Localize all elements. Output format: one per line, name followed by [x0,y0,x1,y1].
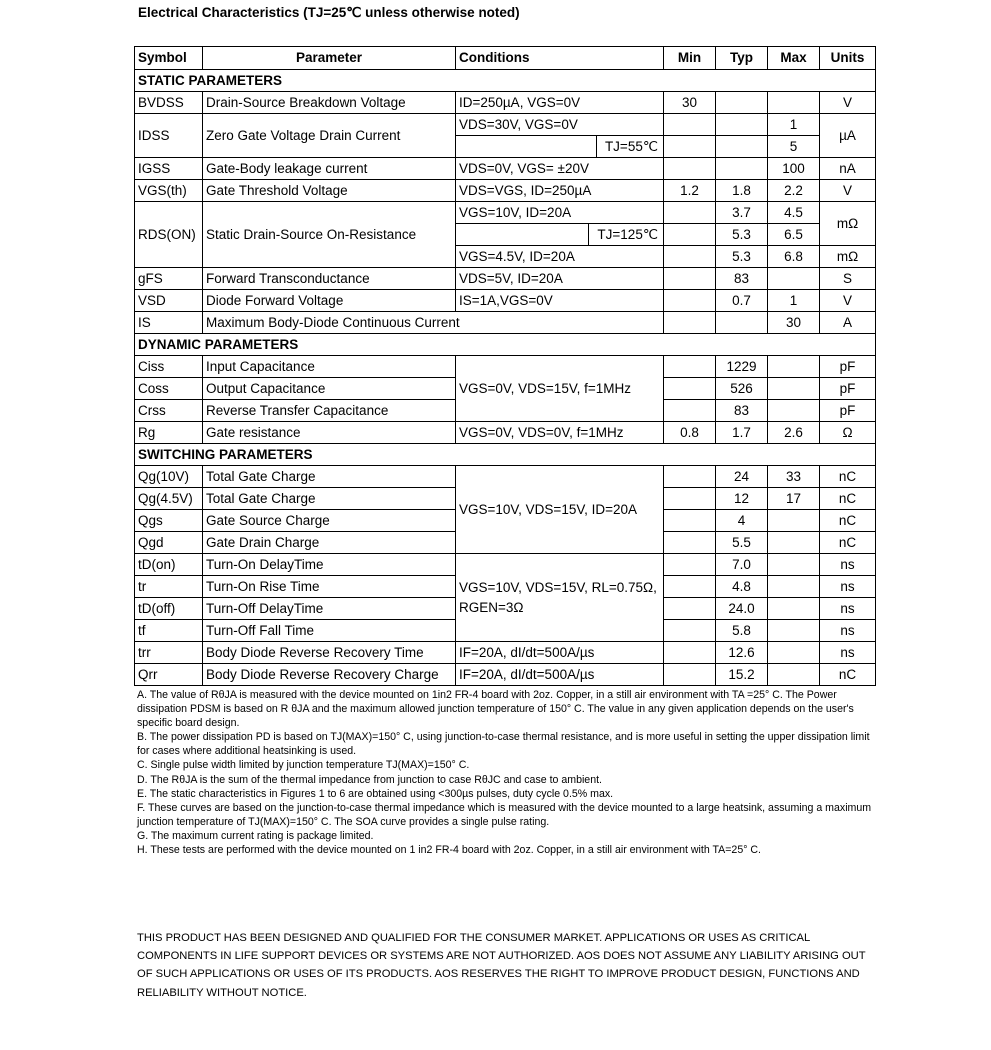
parameter-cell: Maximum Body-Diode Continuous Current [203,312,664,334]
table-row [135,642,876,664]
units-cell: nC [820,488,876,510]
table-row [135,664,876,686]
electrical-characteristics-table [134,46,876,686]
conditions-cell: VGS=10V, VDS=15V, ID=20A [456,466,664,554]
symbol-cell: gFS [135,268,203,290]
symbol-cell: RDS(ON) [135,202,203,268]
conditions-cell: VGS=4.5V, ID=20A [456,246,664,268]
units-cell: ns [820,554,876,576]
typ-cell: 3.7 [716,202,768,224]
footnote-d: D. The RθJA is the sum of the thermal impedance from junction to case RθJC and case to ambient. [137,773,602,786]
symbol-cell: Ciss [135,356,203,378]
conditions-cell: IF=20A, dI/dt=500A/µs [456,642,664,664]
typ-cell: 7.0 [716,554,768,576]
table-row [135,290,876,312]
typ-cell: 12 [716,488,768,510]
page-title: Electrical Characteristics (TJ=25℃ unless otherwise noted) [138,5,520,20]
symbol-cell: IDSS [135,114,203,158]
symbol-cell: Rg [135,422,203,444]
footnote-a: A. The value of RθJA is measured with the device mounted on 1in2 FR-4 board with 2oz. Copper, in a still air environment with TA =25° C. The Power dissipation PDSM is based on R θJA and the maximum allowed junction temperature of 150° C. The value in any given application depends on the user's specific board design. [137,689,854,730]
parameter-cell: Turn-Off DelayTime [203,598,456,620]
parameter-cell: Drain-Source Breakdown Voltage [203,92,456,114]
max-cell: 2.6 [768,422,820,444]
conditions-cell: VGS=0V, VDS=0V, f=1MHz [456,422,664,444]
units-cell: V [820,92,876,114]
typ-cell: 1.8 [716,180,768,202]
typ-cell: 526 [716,378,768,400]
conditions-cell: VGS=10V, ID=20A [456,202,664,224]
footnote-f: F. These curves are based on the junction-to-case thermal impedance which is measured with the device mounted to a large heatsink, assuming a maximum junction temperature of TJ(MAX)=150° C. The SOA curve provides a single pulse rating. [137,801,872,828]
header-max: Max [768,47,820,70]
parameter-cell: Body Diode Reverse Recovery Time [203,642,456,664]
table-row [135,180,876,202]
units-cell: ns [820,642,876,664]
max-cell: 4.5 [768,202,820,224]
symbol-cell: Qrr [135,664,203,686]
units-cell: Ω [820,422,876,444]
symbol-cell: Qgs [135,510,203,532]
typ-cell: 1.7 [716,422,768,444]
max-cell: 100 [768,158,820,180]
symbol-cell: VSD [135,290,203,312]
header-min: Min [664,47,716,70]
units-cell: A [820,312,876,334]
symbol-cell: Qg(4.5V) [135,488,203,510]
conditions-cell: VDS=5V, ID=20A [456,268,664,290]
parameter-cell: Zero Gate Voltage Drain Current [203,114,456,158]
max-cell: 17 [768,488,820,510]
parameter-cell: Total Gate Charge [203,488,456,510]
max-cell: 2.2 [768,180,820,202]
min-cell: 0.8 [664,422,716,444]
tj-condition: TJ=55℃ [596,136,664,158]
typ-cell: 83 [716,400,768,422]
table-row [135,312,876,334]
typ-cell [716,92,768,114]
typ-cell: 5.8 [716,620,768,642]
typ-cell: 5.5 [716,532,768,554]
symbol-cell: tD(on) [135,554,203,576]
symbol-cell: tD(off) [135,598,203,620]
table-row [135,158,876,180]
typ-cell: 5.3 [716,224,768,246]
parameter-cell: Static Drain-Source On-Resistance [203,202,456,268]
symbol-cell: BVDSS [135,92,203,114]
units-cell: nC [820,466,876,488]
parameter-cell: Diode Forward Voltage [203,290,456,312]
max-cell: 6.8 [768,246,820,268]
units-cell: V [820,290,876,312]
section-static: STATIC PARAMETERS [135,70,876,92]
parameter-cell: Turn-Off Fall Time [203,620,456,642]
units-cell: pF [820,378,876,400]
units-cell: pF [820,400,876,422]
max-cell: 6.5 [768,224,820,246]
parameter-cell: Gate Source Charge [203,510,456,532]
typ-cell: 12.6 [716,642,768,664]
typ-cell: 5.3 [716,246,768,268]
parameter-cell: Total Gate Charge [203,466,456,488]
typ-cell: 1229 [716,356,768,378]
typ-cell: 24.0 [716,598,768,620]
parameter-cell: Input Capacitance [203,356,456,378]
typ-cell: 24 [716,466,768,488]
table-row [135,422,876,444]
header-conditions: Conditions [456,47,664,70]
table-row [135,114,876,136]
header-parameter: Parameter [203,47,456,70]
min-cell: 1.2 [664,180,716,202]
typ-cell: 0.7 [716,290,768,312]
header-typ: Typ [716,47,768,70]
parameter-cell: Gate Threshold Voltage [203,180,456,202]
header-symbol: Symbol [135,47,203,70]
max-cell: 30 [768,312,820,334]
symbol-cell: VGS(th) [135,180,203,202]
tj-condition: TJ=125℃ [588,224,663,246]
units-cell: ns [820,598,876,620]
units-cell: mΩ [820,202,876,246]
conditions-cell: ID=250µA, VGS=0V [456,92,664,114]
parameter-cell: Gate Drain Charge [203,532,456,554]
symbol-cell: tr [135,576,203,598]
footnote-c: C. Single pulse width limited by junction temperature TJ(MAX)=150° C. [137,759,470,772]
parameter-cell: Gate resistance [203,422,456,444]
footnote-e: E. The static characteristics in Figures 1 to 6 are obtained using <300µs pulses, duty cycle 0.5% max. [137,787,614,800]
max-cell: 1 [768,114,820,136]
units-cell: ns [820,576,876,598]
max-cell: 33 [768,466,820,488]
units-cell: nC [820,532,876,554]
conditions-cell: VDS=30V, VGS=0V [456,114,664,136]
max-cell [768,92,820,114]
units-cell: S [820,268,876,290]
parameter-cell: Gate-Body leakage current [203,158,456,180]
units-cell: nC [820,664,876,686]
conditions-cell: VGS=0V, VDS=15V, f=1MHz [456,356,664,422]
units-cell: V [820,180,876,202]
units-cell: mΩ [820,246,876,268]
section-switching: SWITCHING PARAMETERS [135,444,876,466]
section-dynamic: DYNAMIC PARAMETERS [135,334,876,356]
table-row [135,268,876,290]
table-row [135,202,876,224]
symbol-cell: IS [135,312,203,334]
footnote-b: B. The power dissipation PD is based on TJ(MAX)=150° C, using junction-to-case thermal resistance, and is more useful in setting the upper dissipation limit for cases where additional heatsinking is used. [137,731,870,758]
parameter-cell: Turn-On DelayTime [203,554,456,576]
symbol-cell: Coss [135,378,203,400]
symbol-cell: Qg(10V) [135,466,203,488]
parameter-cell: Reverse Transfer Capacitance [203,400,456,422]
min-cell: 30 [664,92,716,114]
max-cell: 5 [768,136,820,158]
table-row [135,92,876,114]
typ-cell: 4 [716,510,768,532]
conditions-cell: IS=1A,VGS=0V [456,290,664,312]
parameter-cell: Output Capacitance [203,378,456,400]
symbol-cell: trr [135,642,203,664]
units-cell: nC [820,510,876,532]
parameter-cell: Turn-On Rise Time [203,576,456,598]
typ-cell: 4.8 [716,576,768,598]
table-header-row [135,47,876,70]
table-row [135,554,876,576]
typ-cell: 83 [716,268,768,290]
footnotes [137,688,872,857]
units-cell: pF [820,356,876,378]
conditions-cell: VGS=10V, VDS=15V, RL=0.75Ω, RGEN=3Ω [456,554,664,642]
parameter-cell: Forward Transconductance [203,268,456,290]
disclaimer: THIS PRODUCT HAS BEEN DESIGNED AND QUALIFIED FOR THE CONSUMER MARKET. APPLICATIONS OR USES AS CRITICAL COMPONENTS IN LIFE SUPPORT DEVICES OR SYSTEMS ARE NOT AUTHORIZED. AOS DOES NOT ASSUME ANY LIABILITY ARISING OUT OF SUCH APPLICATIONS OR USES OF ITS PRODUCTS. AOS RESERVES THE RIGHT TO IMPROVE PRODUCT DESIGN, FUNCTIONS AND RELIABILITY WITHOUT NOTICE. [137,932,866,999]
symbol-cell: IGSS [135,158,203,180]
footnote-h: H. These tests are performed with the device mounted on 1 in2 FR-4 board with 2oz. Copper, in a still air environment with TA=25° C. [137,844,761,857]
footnote-g: G. The maximum current rating is package limited. [137,829,374,842]
symbol-cell: Crss [135,400,203,422]
units-cell: ns [820,620,876,642]
table-row [135,356,876,378]
conditions-cell: VDS=VGS, ID=250µA [456,180,664,202]
units-cell: nA [820,158,876,180]
max-cell: 1 [768,290,820,312]
table-row [135,466,876,488]
symbol-cell: tf [135,620,203,642]
units-cell: µA [820,114,876,158]
conditions-cell: VDS=0V, VGS= ±20V [456,158,664,180]
typ-cell: 15.2 [716,664,768,686]
parameter-cell: Body Diode Reverse Recovery Charge [203,664,456,686]
header-units: Units [820,47,876,70]
conditions-cell: IF=20A, dI/dt=500A/µs [456,664,664,686]
symbol-cell: Qgd [135,532,203,554]
